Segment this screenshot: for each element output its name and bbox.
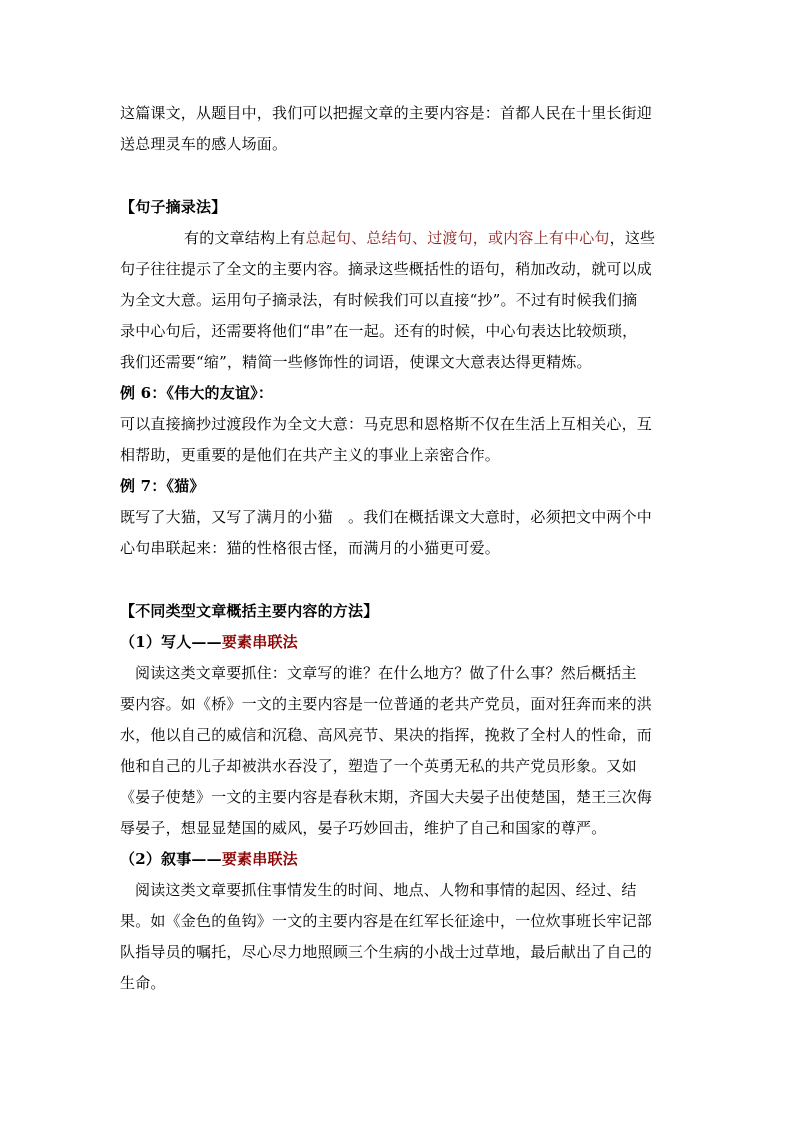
sub2-line: 队指导员的嘱托，尽心尽力地照顾三个生病的小战士过草地，最后献出了自己的 (120, 943, 653, 961)
example7-title: 例 7：《猫》 (120, 477, 205, 495)
sentence-intro-rest: ，这些 (609, 229, 656, 247)
sentence-method-heading: 【句子摘录法】 (120, 198, 227, 216)
sentence-intro-highlight: 总起句、总结句、过渡句，或内容上有中心句 (305, 229, 610, 247)
example6-line1: 可以直接摘抄过渡段作为全文大意：马克思和恩格斯不仅在生活上互相关心，互 (120, 415, 653, 433)
sub1-line: 要内容。如《桥》一文的主要内容是一位普通的老共产党员，面对狂奔而来的洪 (120, 695, 653, 713)
example7-line2: 心句串联起来：猫的性格很古怪，而满月的小猫更可爱。 (120, 539, 501, 557)
sub1-line: 水，他以自己的威信和沉稳、高风亮节、果决的指挥，挽救了全村人的性命，而 (120, 726, 653, 744)
paragraph1-line2: 送总理灵车的感人场面。 (120, 135, 288, 153)
sentence-line2: 句子往往提示了全文的主要内容。摘录这些概括性的语句，稍加改动，就可以成 (120, 260, 653, 278)
sub2-line: 果。如《金色的鱼钩》一文的主要内容是在红军长征途中，一位炊事班长牢记部 (120, 912, 653, 930)
sentence-intro-line (184, 227, 655, 248)
sub1-line: 他和自己的儿子却被洪水吞没了，塑造了一个英勇无私的共产党员形象。又如 (120, 757, 637, 775)
sub1-line: 阅读这类文章要抓住：文章写的谁？在什么地方？做了什么事？然后概括主 (135, 664, 637, 682)
sub2-line: 生命。 (120, 974, 166, 992)
types-method-heading: 【不同类型文章概括主要内容的方法】 (120, 602, 379, 620)
sentence-line3: 为全文大意。运用句子摘录法，有时候我们可以直接“抄”。不过有时候我们摘 (120, 291, 638, 309)
subsection2-method: 要素串联法 (221, 850, 298, 868)
paragraph1-line1: 这篇课文，从题目中，我们可以把握文章的主要内容是：首都人民在十里长街迎 (120, 104, 653, 122)
subsection1-prefix: （1）写人—— (120, 633, 222, 651)
sub1-line: 《晏子使楚》一文的主要内容是春秋末期，齐国大夫晏子出使楚国，楚王三次侮 (120, 788, 653, 806)
sentence-intro-text: 有的文章结构上有 (184, 229, 306, 247)
sentence-line4: 录中心句后，还需要将他们“串”在一起。还有的时候，中心句表达比较烦琐， (120, 322, 638, 340)
example6-title: 例 6：《伟大的友谊》： (120, 384, 274, 402)
example6-line2: 相帮助，更重要的是他们在共产主义的事业上亲密合作。 (120, 446, 501, 464)
sub1-line: 辱晏子，想显显楚国的威风，晏子巧妙回击，维护了自己和国家的尊严。 (120, 819, 607, 837)
subsection2-prefix: （2）叙事—— (120, 850, 222, 868)
subsection1-method: 要素串联法 (221, 633, 298, 651)
subsection1-heading (120, 631, 298, 652)
sub2-line: 阅读这类文章要抓住事情发生的时间、地点、人物和事情的起因、经过、结 (135, 881, 637, 899)
sentence-line5: 我们还需要“缩”，精简一些修饰性的词语，使课文大意表达得更精炼。 (120, 353, 592, 371)
example7-line1: 既写了大猫，又写了满月的小猫 。我们在概括课文大意时，必须把文中两个中 (120, 508, 653, 526)
subsection2-heading (120, 848, 298, 869)
